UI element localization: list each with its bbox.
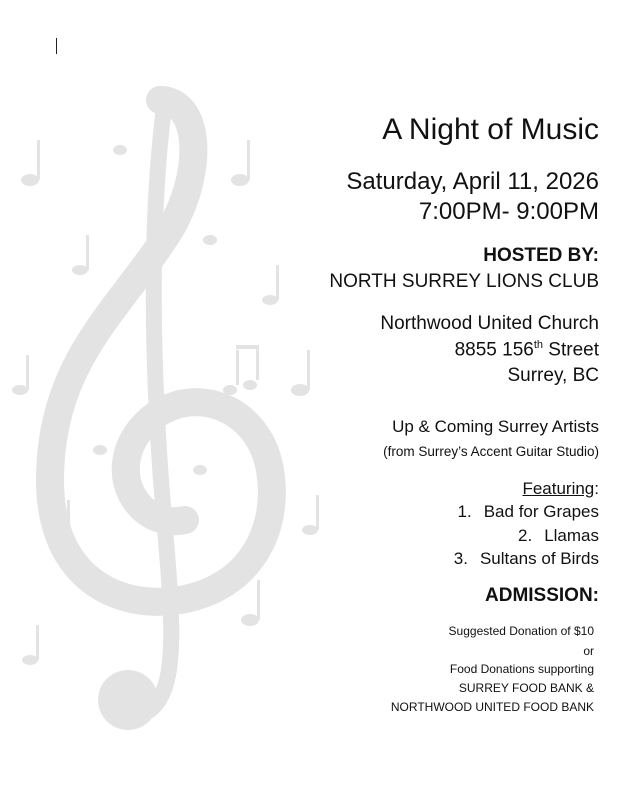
artists-heading: Up & Coming Surrey Artists xyxy=(392,417,599,436)
performer-name: Llamas xyxy=(544,526,599,545)
performer-name: Bad for Grapes xyxy=(483,502,599,521)
street-ordinal: th xyxy=(533,339,544,351)
event-title: A Night of Music xyxy=(382,113,599,146)
admission-line: Suggested Donation of $10 xyxy=(448,624,594,638)
admission-label: ADMISSION: xyxy=(485,585,599,606)
performer-number: 1. xyxy=(457,502,472,521)
street-name: Street xyxy=(543,339,599,361)
performer-item xyxy=(518,526,599,546)
event-time: 7:00PM- 9:00PM xyxy=(418,198,599,225)
admission-line: or xyxy=(583,644,594,658)
venue-street xyxy=(455,339,599,361)
admission-line: Food Donations supporting xyxy=(449,662,594,676)
venue-city: Surrey, BC xyxy=(507,365,599,386)
event-date: Saturday, April 11, 2026 xyxy=(346,168,599,195)
hosted-by-label: HOSTED BY: xyxy=(483,245,599,266)
performer-item xyxy=(458,502,599,522)
featuring-colon: : xyxy=(594,479,599,498)
performer-item xyxy=(454,549,599,569)
featuring-label xyxy=(522,479,599,499)
studio-note: (from Surrey’s Accent Guitar Studio) xyxy=(383,444,599,459)
admission-line: SURREY FOOD BANK & xyxy=(458,681,594,695)
street-number: 8855 156 xyxy=(454,339,534,361)
performer-number: 3. xyxy=(453,549,468,568)
venue-name: Northwood United Church xyxy=(380,313,599,334)
host-name: NORTH SURREY LIONS CLUB xyxy=(329,271,599,292)
text-cursor xyxy=(56,38,57,54)
treble-clef-music-notes-icon xyxy=(0,60,360,780)
performer-name: Sultans of Birds xyxy=(479,549,599,568)
featuring-text: Featuring xyxy=(522,479,595,498)
admission-line: NORTHWOOD UNITED FOOD BANK xyxy=(390,700,594,714)
performer-number: 2. xyxy=(518,526,533,545)
